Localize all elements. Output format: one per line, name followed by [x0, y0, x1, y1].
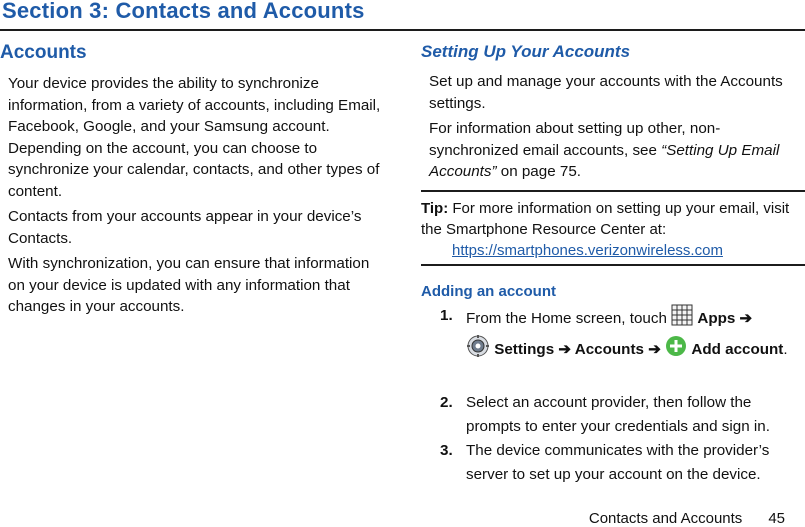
tip-bottom-rule	[421, 264, 805, 266]
step-1-arrow-3: ➔	[643, 341, 666, 359]
email-accounts-reference[interactable]: “Setting Up Email Accounts”	[429, 141, 780, 180]
tip-text-block	[421, 198, 805, 240]
title-rule	[0, 29, 805, 31]
apps-grid-icon	[671, 304, 693, 334]
step-1-accounts: Accounts	[574, 341, 644, 359]
add-plus-icon	[665, 335, 687, 365]
step-2-text: Select an account provider, then follow the prompts to enter your credentials and sign in.	[466, 394, 770, 435]
step-1-apps: Apps	[697, 310, 736, 328]
step-1-number: 1.	[440, 307, 453, 324]
accounts-paragraph-3: With synchronization, you can ensure that information on your device is updated with any information that changes in your accounts.	[8, 255, 370, 315]
step-1-prefix: From the Home screen, touch	[466, 310, 672, 328]
step-2-number: 2.	[440, 394, 453, 411]
step-1-add-account: Add account	[691, 341, 784, 359]
step-1-settings: Settings	[494, 341, 555, 359]
section-title: Section 3: Contacts and Accounts	[2, 0, 365, 23]
setting-up-paragraph-1: Set up and manage your accounts with the Accounts settings.	[429, 73, 783, 112]
right-column	[421, 42, 805, 483]
step-1-arrow-2: ➔	[554, 341, 575, 359]
step-3-number: 3.	[440, 442, 453, 459]
setting-up-heading: Setting Up Your Accounts	[421, 42, 631, 61]
tip-link-wrap	[452, 240, 723, 261]
left-column	[0, 42, 385, 318]
adding-account-heading: Adding an account	[421, 283, 556, 300]
step-1-arrow-1: ➔	[735, 310, 753, 328]
verizon-resource-link[interactable]: https://smartphones.verizonwireless.com	[452, 242, 723, 259]
paragraph-2-text: For information about setting up other, non-synchronized email accounts, see	[429, 120, 721, 159]
accounts-paragraph-1: Your device provides the ability to synchronize information, from a variety of accounts, including Email, Facebook, Google, and your Samsung account. Depending on the account, you can choose to synchronize your calendar, contacts, and other types of content.	[8, 75, 381, 200]
footer-label: Contacts and Accounts	[588, 510, 743, 527]
step-1-end: .	[783, 341, 788, 359]
step-1-text	[466, 304, 805, 366]
accounts-heading: Accounts	[0, 42, 87, 63]
page-number: 45	[768, 510, 785, 527]
accounts-paragraph-2: Contacts from your accounts appear in your device’s Contacts.	[8, 208, 362, 247]
setting-up-paragraph-2	[421, 118, 805, 183]
page-footer	[589, 510, 785, 527]
step-3-text: The device communicates with the provider’s server to set up your account on the device.	[466, 442, 770, 483]
tip-top-rule	[421, 190, 805, 192]
paragraph-2-page: on page 75.	[496, 163, 581, 180]
tip-body: For more information on setting up your email, visit the Smartphone Resource Center at:	[421, 200, 790, 238]
settings-gear-icon	[466, 334, 490, 366]
tip-label: Tip:	[421, 200, 449, 217]
